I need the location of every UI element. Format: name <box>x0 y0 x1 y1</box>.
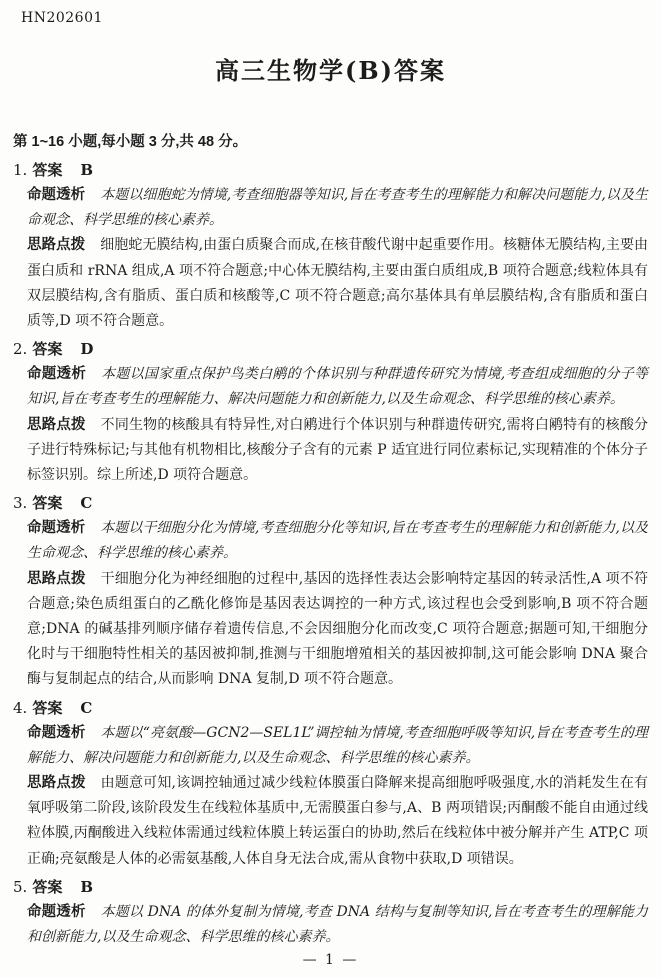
question-number: 1. <box>13 161 28 179</box>
question-answer-line <box>13 158 648 183</box>
question-block <box>13 491 648 692</box>
analysis-paragraph <box>27 516 648 566</box>
answer-letter: C <box>80 494 93 513</box>
answer-letter: B <box>80 161 94 179</box>
question-answer-line <box>13 337 648 362</box>
question-answer-line <box>13 696 648 721</box>
tips-paragraph <box>27 413 648 489</box>
answer-label: 答案 <box>32 495 63 513</box>
question-block <box>13 696 648 872</box>
tips-label: 思路点拨 <box>27 570 86 587</box>
analysis-paragraph <box>27 900 648 950</box>
tips-paragraph <box>27 567 648 693</box>
tips-text: 由题意可知,该调控轴通过减少线粒体膜蛋白降解来提高细胞呼吸强度,水的消耗发生在有氧呼吸第二阶段,该阶段发生在线粒体基质中,无需膜蛋白参与,A、B 两项错误;丙酮酸不能自由通过线粒体膜,丙酮酸进入线粒体需通过线粒体膜上转运蛋白的协助,然后在线粒体中被分解并产生 ATP,C 项正确;亮氨酸是人体的必需氨基酸,人体自身无法合成,需从食物中获取,D 项错误。 <box>27 775 649 867</box>
question-number: 5. <box>13 877 28 896</box>
tips-label: 思路点拨 <box>27 237 86 254</box>
analysis-label: 命题透析 <box>27 187 86 203</box>
tips-text: 干细胞分化为神经细胞的过程中,基因的选择性表达会影响特定基因的转录活性,A 项不符合题意;染色质组蛋白的乙酰化修饰是基因表达调控的一种方式,该过程也会受到影响,B 项不符合题意;DNA 的碱基排列顺序储存着遗传信息,不会因细胞分化而改变,C 项符合题意;据题可知,干细胞分化时与干细胞特性相关的基因被抑制,推测与干细胞增殖相关的基因被抑制,这可能会影响 DNA 聚合酶与复制起点的结合,从而影响 DNA 复制,D 项不符合题意。 <box>27 570 648 688</box>
paper-code: HN202601 <box>21 10 103 26</box>
answer-letter: B <box>80 877 94 896</box>
tips-paragraph <box>27 771 648 872</box>
analysis-label: 命题透析 <box>27 520 86 537</box>
tips-label: 思路点拨 <box>27 416 86 433</box>
question-answer-line <box>13 875 648 900</box>
page-title: 高三生物学(B)答案 <box>215 56 446 85</box>
answer-letter: C <box>80 698 93 717</box>
tips-paragraph <box>27 233 648 334</box>
answer-letter: D <box>80 340 94 359</box>
question-block <box>13 875 648 950</box>
analysis-label: 命题透析 <box>27 903 86 920</box>
scoring-note: 第 1~16 小题,每小题 3 分,共 48 分。 <box>13 134 248 150</box>
analysis-text: 本题以干细胞分化为情境,考查细胞分化等知识,旨在考查考生的理解能力和创新能力,以及生命观念、科学思维的核心素养。 <box>27 520 648 562</box>
analysis-label: 命题透析 <box>27 724 86 741</box>
answer-label: 答案 <box>32 699 63 717</box>
question-block <box>13 158 648 334</box>
answer-label: 答案 <box>32 878 63 896</box>
analysis-text: 本题以细胞蛇为情境,考查细胞器等知识,旨在考查考生的理解能力和解决问题能力,以及生命观念、科学思维的核心素养。 <box>27 187 648 229</box>
analysis-paragraph <box>27 183 648 233</box>
question-number: 2. <box>13 340 28 359</box>
tips-text: 细胞蛇无膜结构,由蛋白质聚合而成,在核苷酸代谢中起重要作用。核糖体无膜结构,主要由蛋白质和 rRNA 组成,A 项不符合题意;中心体无膜结构,主要由蛋白质组成,B 项符合题意;线粒体具有双层膜结构,含有脂质、蛋白质和核酸等,C 项不符合题意;高尔基体具有单层膜结构,含有脂质和蛋白质等,D 项不符合题意。 <box>27 237 648 330</box>
page-number: — 1 — <box>302 952 359 968</box>
analysis-text: 本题以 DNA 的体外复制为情境,考查 DNA 结构与复制等知识,旨在考查考生的理解能力和创新能力,以及生命观念、科学思维的核心素养。 <box>27 903 649 946</box>
analysis-text: 本题以“亮氨酸—GCN2—SEL1L”调控轴为情境,考查细胞呼吸等知识,旨在考查考生的理解能力、解决问题能力和创新能力,以及生命观念、科学思维的核心素养。 <box>27 724 648 766</box>
answer-label: 答案 <box>32 162 63 179</box>
question-number: 4. <box>13 698 28 717</box>
tips-label: 思路点拨 <box>27 775 86 792</box>
analysis-paragraph <box>27 362 648 412</box>
question-number: 3. <box>13 494 28 513</box>
question-block <box>13 337 648 488</box>
analysis-text: 本题以国家重点保护鸟类白鹇的个体识别与种群遗传研究为情境,考查组成细胞的分子等知识,旨在考查考生的理解能力、解决问题能力和创新能力,以及生命观念、科学思维的核心素养。 <box>27 366 649 408</box>
answer-label: 答案 <box>32 341 63 359</box>
tips-text: 不同生物的核酸具有特异性,对白鹇进行个体识别与种群遗传研究,需将白鹇特有的核酸分子进行特殊标记;与其他有机物相比,核酸分子含有的元素 P 适宜进行同位素标记,实现精准的个体分子标签识别。综上所述,D 项符合题意。 <box>27 416 649 484</box>
analysis-label: 命题透析 <box>27 366 87 383</box>
analysis-paragraph <box>27 721 648 771</box>
question-answer-line <box>13 491 648 516</box>
